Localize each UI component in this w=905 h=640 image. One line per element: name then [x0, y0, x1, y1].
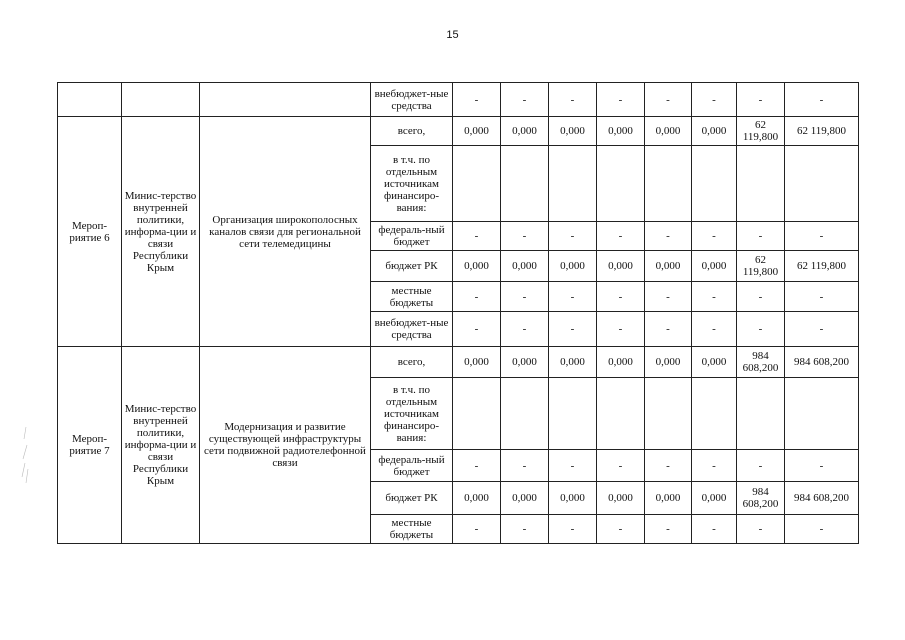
- value-cell: [501, 378, 549, 450]
- value-cell: -: [645, 312, 692, 347]
- value-cell: 0,000: [501, 117, 549, 146]
- value-cell: 0,000: [453, 482, 501, 515]
- value-cell: 0,000: [645, 347, 692, 378]
- value-cell: [453, 378, 501, 450]
- value-cell: 0,000: [549, 117, 597, 146]
- value-cell: 0,000: [692, 251, 737, 282]
- value-cell: [785, 378, 859, 450]
- value-cell: [737, 378, 785, 450]
- executor-name: Минис-терство внутренней политики, информа-ции и связи Республики Крым: [122, 117, 200, 347]
- value-cell: -: [645, 83, 692, 117]
- source-cell: местные бюджеты: [371, 515, 453, 544]
- value-cell: -: [501, 450, 549, 482]
- value-cell: [597, 378, 645, 450]
- value-cell: -: [785, 312, 859, 347]
- value-cell: [549, 378, 597, 450]
- value-cell: -: [785, 515, 859, 544]
- value-cell: -: [737, 515, 785, 544]
- value-cell: 0,000: [597, 117, 645, 146]
- source-cell: бюджет РК: [371, 482, 453, 515]
- value-cell: -: [549, 282, 597, 312]
- value-cell: -: [692, 83, 737, 117]
- table-row: [58, 117, 859, 146]
- value-cell: -: [597, 450, 645, 482]
- value-cell: -: [597, 515, 645, 544]
- value-cell: [692, 378, 737, 450]
- value-cell: 0,000: [645, 482, 692, 515]
- value-cell: -: [737, 450, 785, 482]
- value-cell: 0,000: [692, 482, 737, 515]
- source-cell: внебюджет-ные средства: [371, 83, 453, 117]
- value-cell: 0,000: [453, 347, 501, 378]
- funding-table: [57, 82, 859, 544]
- value-cell: -: [692, 222, 737, 251]
- value-cell: -: [692, 282, 737, 312]
- value-cell: [645, 378, 692, 450]
- value-cell: 984 608,200: [785, 482, 859, 515]
- scan-speckle: [18, 425, 34, 485]
- value-cell: -: [597, 312, 645, 347]
- value-cell: -: [501, 83, 549, 117]
- source-cell: федераль-ный бюджет: [371, 222, 453, 251]
- value-cell: 62 119,800: [785, 251, 859, 282]
- value-cell: -: [645, 450, 692, 482]
- value-cell: 0,000: [501, 251, 549, 282]
- table-row: [58, 83, 859, 117]
- value-cell: -: [453, 83, 501, 117]
- value-cell: -: [645, 515, 692, 544]
- value-cell: -: [692, 312, 737, 347]
- value-cell: 62 119,800: [737, 117, 785, 146]
- table-row: [58, 347, 859, 378]
- value-cell: -: [737, 222, 785, 251]
- value-cell: 0,000: [645, 117, 692, 146]
- title-cell: [200, 83, 371, 117]
- value-cell: -: [501, 312, 549, 347]
- value-cell: -: [692, 515, 737, 544]
- value-cell: -: [453, 312, 501, 347]
- value-cell: -: [549, 515, 597, 544]
- value-cell: 0,000: [692, 347, 737, 378]
- value-cell: -: [645, 222, 692, 251]
- value-cell: [645, 146, 692, 222]
- source-cell: местные бюджеты: [371, 282, 453, 312]
- value-cell: 0,000: [501, 347, 549, 378]
- source-cell: всего,: [371, 117, 453, 146]
- value-cell: -: [737, 83, 785, 117]
- value-cell: [737, 146, 785, 222]
- source-cell: внебюджет-ные средства: [371, 312, 453, 347]
- value-cell: -: [597, 83, 645, 117]
- value-cell: 984 608,200: [737, 347, 785, 378]
- value-cell: -: [737, 312, 785, 347]
- value-cell: 0,000: [692, 117, 737, 146]
- executor-cell: [122, 83, 200, 117]
- value-cell: -: [453, 222, 501, 251]
- value-cell: -: [785, 450, 859, 482]
- value-cell: [785, 146, 859, 222]
- value-cell: 984 608,200: [785, 347, 859, 378]
- value-cell: [453, 146, 501, 222]
- value-cell: -: [453, 450, 501, 482]
- value-cell: 62 119,800: [785, 117, 859, 146]
- event-cell: [58, 83, 122, 117]
- value-cell: [597, 146, 645, 222]
- value-cell: 0,000: [597, 482, 645, 515]
- value-cell: -: [501, 222, 549, 251]
- value-cell: -: [737, 282, 785, 312]
- page-number: 15: [446, 29, 459, 41]
- value-cell: -: [549, 83, 597, 117]
- value-cell: 984 608,200: [737, 482, 785, 515]
- value-cell: -: [597, 282, 645, 312]
- source-cell: всего,: [371, 347, 453, 378]
- value-cell: 0,000: [645, 251, 692, 282]
- value-cell: -: [692, 450, 737, 482]
- value-cell: 0,000: [453, 117, 501, 146]
- value-cell: -: [645, 282, 692, 312]
- value-cell: -: [549, 312, 597, 347]
- event-name: Мероп-риятие 6: [58, 117, 122, 347]
- value-cell: -: [453, 515, 501, 544]
- value-cell: [501, 146, 549, 222]
- value-cell: -: [785, 282, 859, 312]
- value-cell: -: [785, 222, 859, 251]
- value-cell: -: [549, 450, 597, 482]
- value-cell: -: [597, 222, 645, 251]
- measure-title: Модернизация и развитие существующей инфраструктуры сети подвижной радиотелефонной связи: [200, 347, 371, 544]
- value-cell: 0,000: [549, 251, 597, 282]
- value-cell: 0,000: [549, 347, 597, 378]
- value-cell: 0,000: [501, 482, 549, 515]
- value-cell: 0,000: [549, 482, 597, 515]
- value-cell: 0,000: [597, 251, 645, 282]
- source-cell: в т.ч. по отдельным источникам финансиро-вания:: [371, 146, 453, 222]
- source-cell: федераль-ный бюджет: [371, 450, 453, 482]
- source-cell: в т.ч. по отдельным источникам финансиро-вания:: [371, 378, 453, 450]
- event-name: Мероп-риятие 7: [58, 347, 122, 544]
- executor-name: Минис-терство внутренней политики, информа-ции и связи Республики Крым: [122, 347, 200, 544]
- value-cell: -: [501, 515, 549, 544]
- value-cell: -: [453, 282, 501, 312]
- value-cell: -: [549, 222, 597, 251]
- source-cell: бюджет РК: [371, 251, 453, 282]
- value-cell: [692, 146, 737, 222]
- measure-title: Организация широкополосных каналов связи для региональной сети телемедицины: [200, 117, 371, 347]
- value-cell: -: [501, 282, 549, 312]
- value-cell: 0,000: [597, 347, 645, 378]
- value-cell: -: [785, 83, 859, 117]
- value-cell: [549, 146, 597, 222]
- value-cell: 0,000: [453, 251, 501, 282]
- value-cell: 62 119,800: [737, 251, 785, 282]
